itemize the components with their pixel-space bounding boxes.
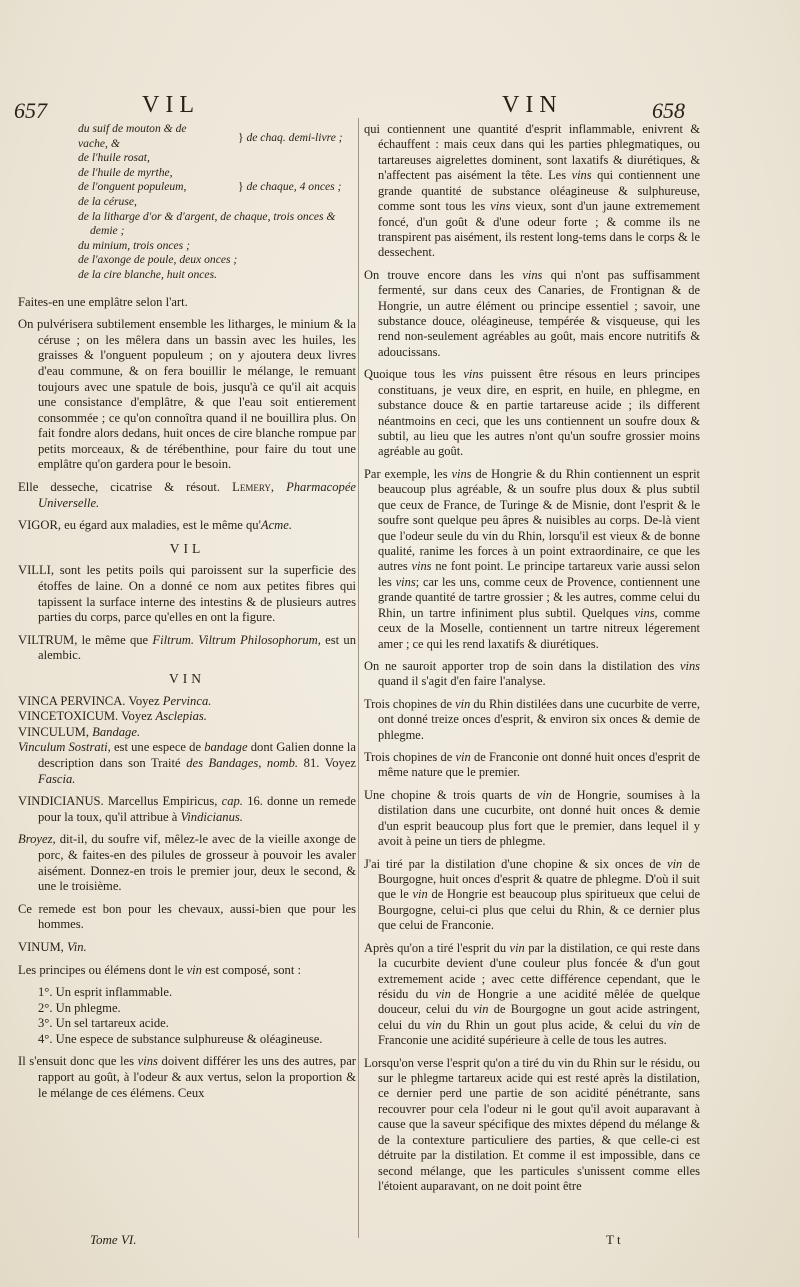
signature-mark: T t bbox=[606, 1232, 621, 1247]
paragraph: Broyez, dit-il, du soufre vif, mêlez-le avec de la vieille axonge de porc, & faites-en des pilules de grosseur à pouvoir les avaler aisément. Donnez-en trois le premier jour, deux le second, & une le troisième. bbox=[18, 832, 357, 894]
left-column bbox=[18, 122, 356, 1108]
list-item: 3°. Un sel tartareux acide. bbox=[38, 1016, 169, 1031]
recipe-brace-2: } de chaque, 4 onces ; bbox=[238, 180, 342, 194]
paragraph: Elle desseche, cicatrise & résout. Lemery, Pharmacopée Universelle. bbox=[18, 480, 357, 510]
principles-list bbox=[38, 985, 356, 1047]
recipe-line: de l'huile de myrthe, bbox=[78, 165, 173, 179]
recipe-line: du suif de mouton & de bbox=[78, 122, 187, 135]
list-item: 1°. Un esprit inflammable. bbox=[38, 985, 173, 1000]
paragraph: Les principes ou élémens dont le vin est composé, sont : bbox=[18, 962, 301, 977]
recipe-line: de la céruse, bbox=[78, 194, 137, 208]
recipe-line: de la litharge d'or & d'argent, de chaque, trois onces & demie ; bbox=[78, 209, 336, 238]
paragraph: Faites-en une emplâtre selon l'art. bbox=[18, 294, 188, 309]
recipe-line: de la cire blanche, huit onces. bbox=[78, 267, 217, 281]
recipe-line: de l'huile rosat, bbox=[78, 151, 150, 165]
paragraph: Il s'ensuit donc que les vins doivent différer les uns des autres, par rapport au goût, à l'odeur & aux vertus, selon la proportion & le mélange de ces élémens. Ceux bbox=[18, 1054, 356, 1100]
paragraph: Après qu'on a tiré l'esprit du vin par la distilation, ce qui reste dans la cucurbite devient d'une couleur plus foncée & d'un gout extremement acide ; avec cette différence cependant, que le résidu du vin de Hongrie a une acidité mêlée de quelque douceur, celui du vin de Bourgogne un gout acide astringent, celui du vin du Rhin un gout plus acide, & celui du vin de Franconie une acidité supérieure à celle de tous les autres. bbox=[364, 940, 701, 1048]
paragraph: Trois chopines de vin du Rhin distilées dans une cucurbite de verre, ont donné treize onces d'esprit, & environ six onces & demie de phlegme. bbox=[364, 696, 700, 742]
section-heading-vil: VIL bbox=[169, 540, 205, 556]
right-running-head: VIN bbox=[502, 92, 563, 118]
paragraph: Ce remede est bon pour les chevaux, aussi-bien que pour les hommes. bbox=[18, 901, 356, 932]
entry-vindicianus: VINDICIANUS. Marcellus Empiricus, cap. 16. donne un remede pour la toux, qu'il attribue à Vindicianus. bbox=[18, 794, 356, 824]
list-item: 2°. Un phlegme. bbox=[38, 1000, 121, 1015]
recipe-block bbox=[78, 122, 356, 283]
paragraph: On ne sauroit apporter trop de soin dans la distilation des vins quand il s'agit d'en faire l'analyse. bbox=[364, 658, 701, 689]
entry-vigor: VIGOR, eu égard aux maladies, est le même qu'Acme. bbox=[18, 518, 292, 533]
entry-vincetoxicum: VINCETOXICUM. Voyez Asclepias. bbox=[18, 709, 207, 724]
paragraph: On trouve encore dans les vins qui n'ont pas suffisamment fermenté, sur dans ceux des Canaries, de Frontignan & de Hongrie, un autre élément ou principe essentiel ; savoir, une substance douce, oléagineuse, tempérée & visqueuse, qui les rend non-seulement agréables au goût, mais encore nutritifs & adoucissans. bbox=[364, 267, 701, 359]
entry-villi: VILLI, sont les petits poils qui paroissent sur la superficie des étoffes de laine. On a donné ce nom aux petites fibres qui tapissent la surface interne des intestins & de plusieurs autres parties du corps, parce qu'elles en ont la figure. bbox=[18, 563, 356, 625]
recipe-line: du minium, trois onces ; bbox=[78, 238, 190, 252]
paragraph: On pulvérisera subtilement ensemble les litharges, le minium & la céruse ; on les mêlera dans un bassin avec les huiles, les graisses & l'onguent populeum ; on y ajoutera deux livres d'eau commune, & on fera bouillir le mélange, le remuant toujours avec une spatule de bois, jusqu'à ce qu'il ait acquis une consistance d'emplâtre, & que l'eau soit entierement consommée ; ce qu'on connoîtra quand il ne bouillira plus. On fait fondre alors dedans, huit onces de cire blanche rompue par petits morceaux, & de térébenthine, pour faire du tout une emplâtre qu'on gardera pour le besoin. bbox=[18, 317, 356, 472]
recipe-line: vache, & } de chaq. demi-livre ; bbox=[78, 130, 343, 150]
right-column bbox=[364, 122, 700, 1201]
paragraph: Quoique tous les vins puissent être résous en leurs principes constituans, je veux dire, en esprit, en huile, en phlegme, en substance douce & en partie tartareuse acide ; ils different néantmoins en ceci, que les uns contiennent un soufre doux & subtil, au lieu que les autres n'ont qu'un soufre grossier moins agréable au goût. bbox=[364, 367, 701, 459]
volume-footer: Tome VI. bbox=[90, 1232, 137, 1247]
recipe-line: de l'onguent populeum, } de chaque, 4 onces ; bbox=[78, 180, 342, 194]
entry-viltrum: VILTRUM, le même que Filtrum. Viltrum Philosophorum, est un alembic. bbox=[18, 632, 356, 663]
left-page-number: 657 bbox=[14, 98, 47, 123]
column-divider bbox=[358, 118, 359, 1238]
paragraph: Trois chopines de vin de Franconie ont donné huit onces d'esprit de même nature que le premier. bbox=[364, 750, 700, 780]
paragraph: J'ai tiré par la distilation d'une chopine & six onces de vin de Bourgogne, huit onces d'esprit & quatre de phlegme. D'où il suit que le vin de Hongrie est beaucoup plus spiritueux que celui de Bourgogne, celui-ci plus que celui du Rhin, & ce dernier plus que celui de Franconie. bbox=[364, 856, 701, 933]
paragraph: Une chopine & trois quarts de vin de Hongrie, soumises à la distilation dans une cucurbite, ont donné huit onces & demie d'un esprit beaucoup plus fort que le premier, dans lequel il y avoit à peine un tiers de phlegme. bbox=[364, 787, 701, 849]
section-heading-vin: VIN bbox=[169, 671, 205, 686]
recipe-brace-1: } de chaq. demi-livre ; bbox=[238, 130, 343, 144]
paragraph: Lorsqu'on verse l'esprit qu'on a tiré du vin du Rhin sur le résidu, ou sur le phlegme tartareux acide qui est resté après la distilation, ce dernier perd une partie de son acidité pénétrante, sans recouvrer pour cela l'odeur ni le gout qu'il avoit auparavant à cause que la saveur spécifique des mixtes dépend du mélange & de la contexture particuliere des parties, & que celle-ci est détruite par la distilation. Et comme il est impossible, dans ce second mélange, que les particules s'unissent comme elles l'étoient auparavant, on ne doit point être bbox=[364, 1055, 700, 1193]
left-running-head: VIL bbox=[142, 92, 200, 118]
entry-vinculum: VINCULUM, Bandage. bbox=[18, 724, 141, 739]
right-page-number: 658 bbox=[652, 98, 685, 123]
list-item: 4°. Une espece de substance sulphureuse & oléagineuse. bbox=[38, 1031, 323, 1046]
paragraph: qui contiennent une quantité d'esprit inflammable, enivrent & échauffent : mais ceux dans qui les parties phlegmatiques, ou tartareuses aigrelettes dominent, sont laxatifs & diurétiques, & n'affectent pas aisément la tête. Les vins qui contiennent une grande quantité de substance oléagineuse & sulphureuse, comme sont tous les vins vieux, sont d'un jaune extremement foncé, d'un goût & d'une odeur forte ; & comme ils ne transpirent pas aisément, ils restent long-tems dans le corps & le dessechent. bbox=[364, 122, 701, 260]
recipe-line: de l'axonge de poule, deux onces ; bbox=[78, 253, 238, 267]
entry-vinca: VINCA PERVINCA. Voyez Pervinca. bbox=[18, 693, 212, 708]
paragraph: Par exemple, les vins de Hongrie & du Rhin contiennent un esprit beaucoup plus agréable, & un soufre plus doux & plus subtil que ceux de France, de Turinge & de Misnie, dont l'esprit & le soufre sont quelque peu âpres & nuisibles au corps. De-là vient que l'odeur seule du vin du Rhin, lorsqu'il est vieux & de bonne qualité, ranime les forces à un point extraordinaire, ce que les autres vins ne font point. Le principe tartareux varie aussi selon les vins; car les uns, comme ceux de Provence, contiennent une grande quantité de tartre grossier ; & les autres, comme celui du Rhin, un tartre infiniment plus subtil. Quelques vins, comme ceux de la Moselle, contiennent un tartre nitreux légerement amer ; ce qui les rend laxatifs & diurétiques. bbox=[364, 466, 701, 651]
entry-vinum: VINUM, Vin. bbox=[18, 939, 87, 954]
entry-vinculum-sostrati: Vinculum Sostrati, est une espece de bandage dont Galien donne la description dans son Traité des Bandages, nomb. 81. Voyez Fascia. bbox=[18, 740, 356, 786]
